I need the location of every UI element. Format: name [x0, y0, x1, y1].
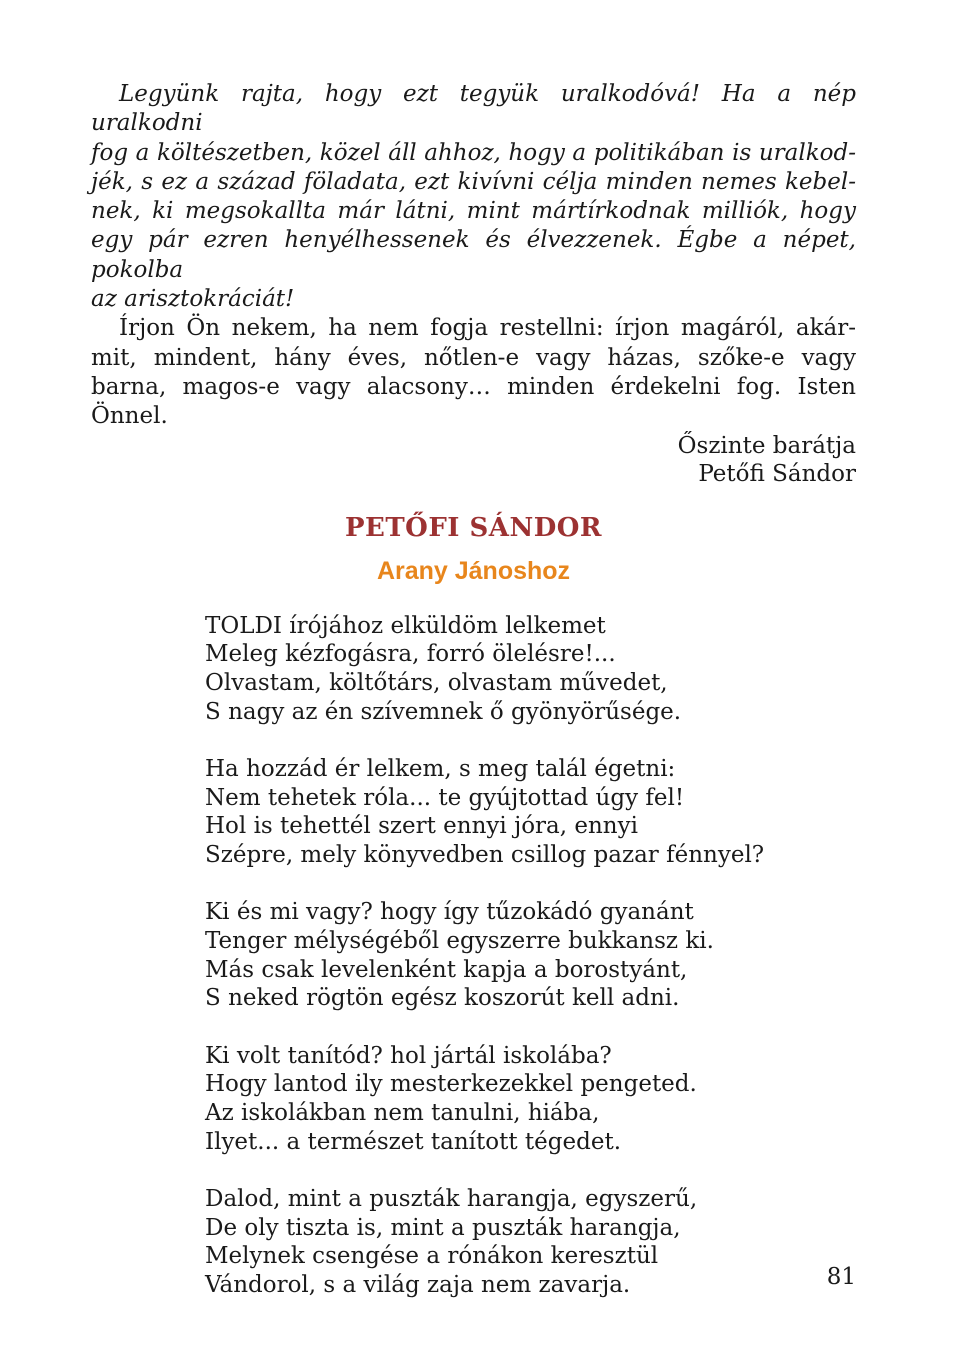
text-line: Önnel.: [91, 403, 168, 430]
letter-paragraph-1: [91, 80, 856, 314]
letter-closing: [91, 432, 856, 489]
verse-line: Dalod, mint a puszták harangja, egyszerű,: [205, 1185, 698, 1212]
text-line: barna, magos-e vagy alacsony… minden érdekelni fog. Isten: [91, 373, 856, 400]
page-number: 81: [826, 1264, 856, 1290]
verse-line: Az iskolákban nem tanulni, hiába,: [205, 1099, 600, 1126]
verse-line: Más csak levelenként kapja a borostyánt,: [205, 956, 688, 983]
verse-line: Hogy lantod ily mesterkezekkel pengeted.: [205, 1071, 697, 1098]
stanza: [205, 1185, 856, 1300]
verse-line: Hol is tehettél szert ennyi jóra, ennyi: [205, 813, 638, 840]
verse-line: Ilyet... a természet tanított tégedet.: [205, 1128, 621, 1155]
text-line: jék, s ez a század föladata, ezt kivívni célja minden nemes kebel-: [91, 168, 856, 195]
verse-line: Vándorol, s a világ zaja nem zavarja.: [205, 1271, 631, 1298]
poem-author: PETŐFI SÁNDOR: [344, 512, 603, 543]
text-line: nek, ki megsokallta már látni, mint mártírkodnak milliók, hogy: [91, 198, 856, 225]
poem-body: [205, 612, 856, 1300]
verse-line: Nem tehetek róla... te gyújtottad úgy fel!: [205, 784, 685, 811]
verse-line: Melynek csengése a rónákon keresztül: [205, 1243, 659, 1270]
verse-line: S nagy az én szívemnek ő gyönyörűsége.: [205, 698, 682, 725]
stanza: [205, 898, 856, 1013]
signature: Petőfi Sándor: [698, 461, 856, 488]
page-content: [91, 80, 856, 1328]
verse-line: Szépre, mely könyvedben csillog pazar fénnyel?: [205, 841, 765, 868]
verse-line: Meleg kézfogásra, forró ölelésre!...: [205, 641, 616, 668]
poem-title: Arany Jánoshoz: [376, 556, 571, 585]
text-line: Legyünk rajta, hogy ezt tegyük uralkodóvá! Ha a nép uralkodni: [91, 81, 856, 137]
letter-paragraph-2: [91, 314, 856, 431]
verse-line: Ki volt tanítód? hol jártál iskolába?: [205, 1042, 612, 1069]
verse-line: Ki és mi vagy? hogy így tűzokádó gyanánt: [205, 899, 694, 926]
verse-line: Tenger mélységéből egyszerre bukkansz ki.: [205, 927, 714, 954]
text-line: Írjon Ön nekem, ha nem fogja restellni: írjon magáról, akár-: [119, 315, 856, 342]
verse-line: Olvastam, költőtárs, olvastam művedet,: [205, 669, 668, 696]
stanza: [205, 612, 856, 727]
text-line: mit, mindent, hány éves, nőtlen-e vagy házas, szőke-e vagy: [91, 344, 856, 371]
verse-line: TOLDI írójához elküldöm lelkemet: [205, 612, 606, 639]
stanza: [205, 1042, 856, 1157]
letter-text: [91, 80, 856, 432]
verse-line: S neked rögtön egész koszorút kell adni.: [205, 985, 680, 1012]
verse-line: De oly tiszta is, mint a puszták harangja,: [205, 1214, 681, 1241]
text-line: fog a költészetben, közel áll ahhoz, hogy a politikában is uralkod-: [91, 139, 856, 166]
text-line: egy pár ezren henyélhessenek és élvezzenek. Égbe a népet, pokolba: [91, 227, 856, 283]
closing-phrase: Őszinte barátja: [677, 432, 856, 459]
verse-line: Ha hozzád ér lelkem, s meg talál égetni:: [205, 755, 676, 782]
text-line: az arisztokráciát!: [91, 286, 295, 313]
stanza: [205, 755, 856, 870]
